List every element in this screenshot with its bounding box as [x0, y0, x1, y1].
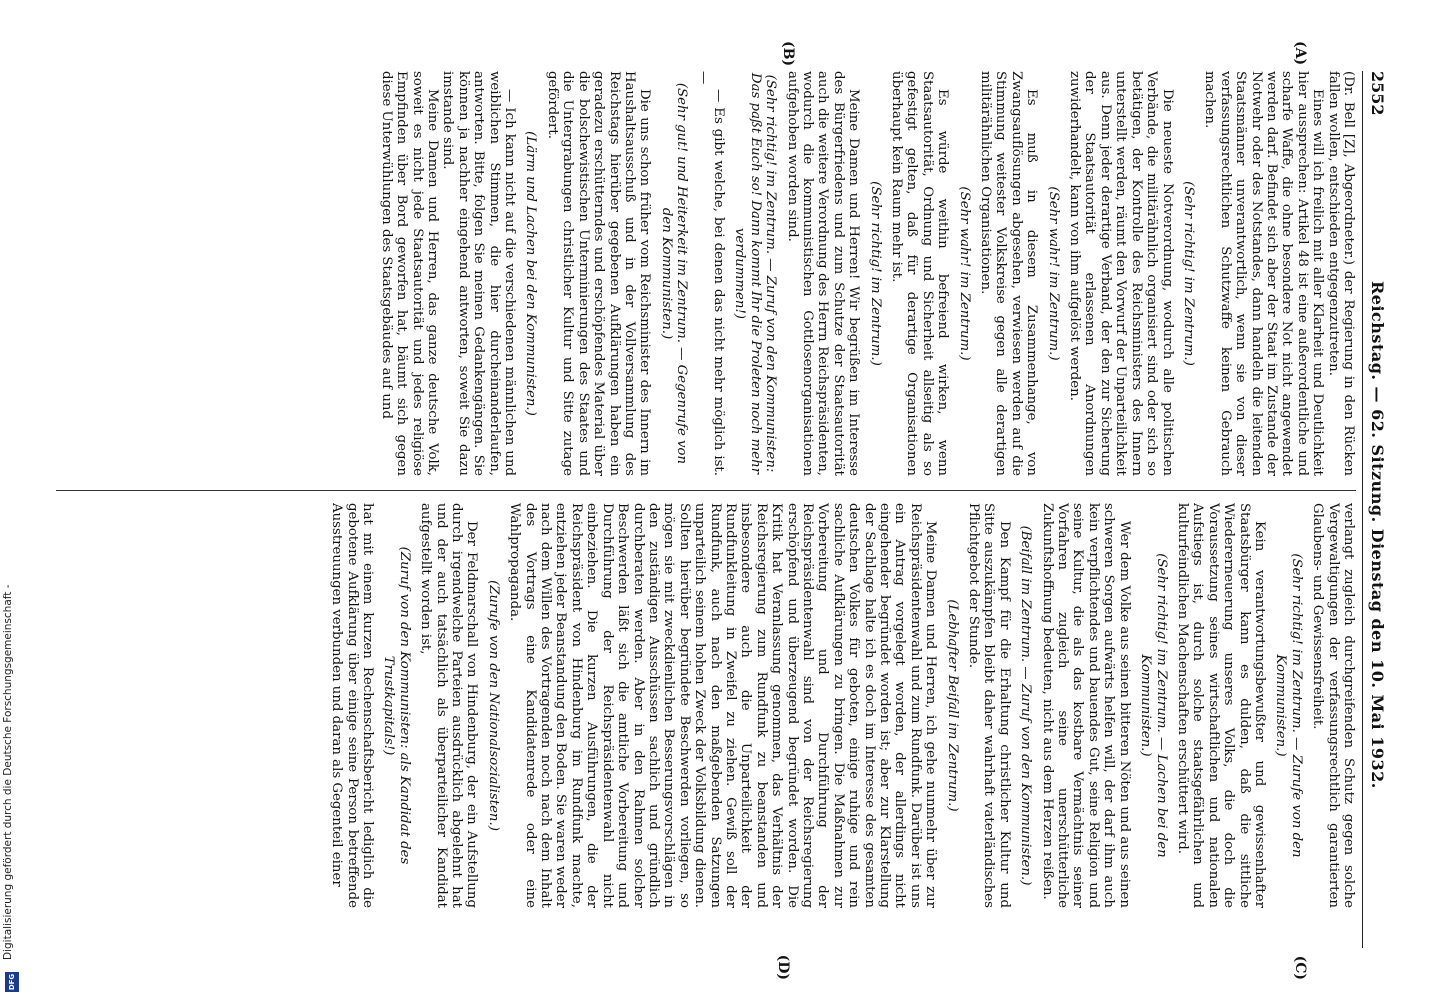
- dfg-credit-text: Digitalisierung gefördert durch die Deutsche Forschungsgemeinschaft -: [2, 584, 14, 960]
- paragraph: Wer dem Volke aus seinen bitteren Nöten und aus seinen schweren Sorgen aufwärts helfen will, der darf ihm auch kein verpflichtendes und bauendes Gut, seine Religion und seine Kultur, die als das kostbare Vermächtnis seiner Vorfahren zugleich seine unerschütterliche Zukunftshoffnung bedeuten, nicht aus dem Herzen reißen.: [1039, 502, 1132, 908]
- right-column: [56, 503, 1356, 908]
- paragraph: Der Feldmarschall von Hindenburg, der ein Aufstellung durch irgendwelche Parteien ausdrücklich abgelehnt hat und der auch tatsächlich als überparteilicher Kandidat aufgestellt worden ist,: [417, 502, 479, 908]
- paragraph: — Es gibt welche, bei denen das nicht mehr möglich ist. —: [695, 70, 726, 476]
- paragraph: — Ich kann nicht auf die verschiedenen männlichen und weiblichen Stimmen, die hier durcheinanderlaufen, antworten. Bitte, folgen Sie meinen Gedankengängen. Sie können ja nachher eingehend antworten, soweit Sie dazu imstande sind.: [439, 70, 517, 476]
- paragraph: verlangt zugleich durchgreifenden Schutz gegen solche Vergewaltigungen der verfassungsrechtlich garantierten Glaubens- und Gewissensfreiheit.: [1309, 502, 1356, 908]
- footer-credit: [2, 0, 20, 1000]
- margin-marker-b: (B): [779, 40, 796, 66]
- stage-direction: (Sehr richtig! im Zentrum. — Zuruf von den Kommunisten: Das paßt Euch so! Dann kommt Ihr die Proleten noch mehr verdummen!): [731, 72, 778, 474]
- paragraph: (Dr. Bell [Z], Abgeordneter.) der Regierung in den Rücken fallen wollen, entschieden entgegenzutreten.: [1325, 70, 1356, 476]
- stage-direction: (Sehr gut! und Heiterkeit im Zentrum. — Gegenrufe von den Kommunisten.): [658, 82, 689, 464]
- stage-direction: (Zurufe von den Nationalsozialisten.): [485, 579, 501, 831]
- left-column: [56, 71, 1356, 476]
- stage-direction: (Sehr richtig! im Zentrum.): [1180, 180, 1196, 366]
- column-divider: [56, 490, 1356, 491]
- paragraph: Den Kampf für die Erhaltung christlicher Kultur und Sitte auszukämpfen bleibt daher wahrhaft vaterländisches Pflichtgebot der Stunde.: [965, 502, 1012, 908]
- stage-direction: (Beifall im Zentrum. — Zuruf von den Kommunisten.): [1017, 525, 1033, 885]
- stage-direction: (Sehr richtig! im Zentrum.): [867, 180, 883, 366]
- page-header: [1362, 71, 1387, 948]
- paragraph: Meine Damen und Herren, ich gehe nunmehr über zur Reichspräsidentenwahl und zum Rundfunk. Darüber ist uns ein Antrag vorgelegt worden, der allerdings nicht eingehender begründet worden ist; aber zur Klarstellung der Sachlage halte ich es doch im Interesse des gesamten deutschen Volkes für geboten, einige ruhige und rein sachliche Aufklärungen zu bringen. Die Maßnahmen zur Vorbereitung und Durchführung der Reichspräsidentenwahl sind von der Reichsregierung erschöpfend und überzeugend begründet worden. Die Kritik hat Veranlassung genommen, das Verhältnis der Reichsregierung zum Rundfunk zu beanstanden und insbesondere auch die Unparteilichkeit der Rundfunkleitung in Zweifel zu ziehen. Gewiß soll der Rundfunk, auch nach den maßgebenden Satzungen unparteilich seinem hohen Zweck der Volksbildung dienen. Sollten hierüber begründete Beschwerden vorliegen, so mögen sie mit zweckdienlichen Besserungsvorschlägen in den zuständigen Ausschüssen sachlich und gründlich durchberaten werden. Aber in den Rahmen solcher Beschwerden läßt sich die amtliche Vorbereitung und Durchführung der Reichspräsidentenwahl nicht einbeziehen. Die kurzen Ausführungen, die der Reichspräsident von Hindenburg im Rundfunk machte, entziehen jeder Beanstandung den Boden. Sie waren weder nach dem Willen des Vortragenden noch nach dem Inhalt des Vortrags eine Kandidatenrede oder eine Wahlpropaganda.: [506, 502, 938, 908]
- paragraph: Meine Damen und Herren, das ganze deutsche Volk, soweit es nicht jede Staatsautorität und jedes religiöse Empfinden über Bord geworfen hat, bäumt sich gegen diese Unterwühlungen des Staatsgebäudes auf und: [378, 70, 440, 476]
- paragraph: Eines will ich freilich mit aller Klarheit und Deutlichkeit hier aussprechen: Artikel 48 ist eine außerordentliche und scharfe Waffe, die ohne besondere Not nicht angewendet werden darf. Befindet sich aber der Staat im Zustande der Notwehr oder des Notstandes, dann handeln die leitenden Staatsmänner unverantwortlich, wenn sie von dieser verfassungsrechtlichen Schutzwaffe keinen Gebrauch machen.: [1201, 70, 1325, 476]
- paragraph: hat mit einem kurzen Rechenschaftsbericht lediglich die gebotene Aufklärung über einige seine Person betreffende Ausstreuungen verbunden und daran als Gegenteil einer: [328, 502, 375, 908]
- margin-marker-c: (C): [1291, 955, 1308, 980]
- stage-direction: (Lärm und Lachen bei den Kommunisten.): [523, 130, 538, 416]
- rotated-page: [30, 13, 1405, 988]
- paragraph: Meine Damen und Herren! Wir begrüßen im Interesse des Bürgerfriedens und zum Schutze der Staatsautorität auch die weitere Verordnung des Herrn Reichspräsidenten, wodurch die kommunistischen Gottlosenorganisationen aufgehoben worden sind.: [784, 70, 861, 476]
- paragraph: Es würde weithin befreiend wirken, wenn Staatsautorität, Ordnung und Sicherheit allseitig als so gefestigt gelten, daß für derartige Organisationen überhaupt kein Raum mehr ist.: [888, 70, 950, 476]
- running-title: Reichstag. — 62. Sitzung. Dienstag den 10. Mai 1932.: [1367, 280, 1387, 789]
- stage-direction: (Sehr wahr! im Zentrum.): [1045, 185, 1061, 361]
- page-number: 2552: [1367, 70, 1387, 116]
- paragraph: Kein verantwortungsbewußter und gewissenhafter Staatsbürger kann es dulden, daß die sittliche Wiedererneuerung unseres Volks, die doch die Voraussetzung seines wirtschaftlichen und nationalen Aufstiegs ist, durch solche staatsgefährlichen und kulturfeindlichen Machenschaften erschüttert wird.: [1174, 502, 1267, 908]
- paragraph: Die uns schon früher vom Reichsminister des Innern im Haushaltsausschuß und in der Vollversammlung des Reichstags hierüber gegebenen Aufklärungen haben ein geradezu erschütterndes und erschöpfendes Material über die bolschewistischen Unterminierungen des Staates und die Untergrabungen christlicher Kultur und Sitte zutage gefördert.: [544, 70, 652, 476]
- stage-direction: (Sehr wahr! im Zentrum.): [956, 185, 972, 361]
- dfg-logo-text: DFG: [8, 973, 16, 991]
- dfg-logo-icon: [5, 972, 19, 992]
- stage-direction: (Zuruf von den Kommunisten: als Kandidat des Trustkapitals!): [380, 546, 412, 864]
- stage-direction: (Lebhafter Beifall im Zentrum.): [944, 598, 960, 812]
- paragraph: Die neueste Notverordnung, wodurch alle politischen Verbände, die militärähnlich organisiert sind oder sich so betätigen, der Kontrolle des Reichsministers des Innern unterstellt werden, räumt den Vorwurf der Unparteilichkeit aus. Denn jeder derartige Verband, der den zur Sicherung der Staatsautorität erlassenen Anordnungen zuwiderhandelt, kann von ihm aufgelöst werden.: [1066, 70, 1175, 476]
- margin-marker-a: (A): [1291, 40, 1308, 65]
- text-columns: [56, 40, 1356, 980]
- stage-direction: (Sehr richtig! im Zentrum. — Zurufe von den Kommunisten.): [1272, 552, 1304, 858]
- margin-marker-d: (D): [774, 954, 791, 980]
- stage-direction: (Sehr richtig! im Zentrum. — Lachen bei den Kommunisten.): [1137, 552, 1169, 858]
- paragraph: Es muß in diesem Zusammenhange, von Zwangsauflösungen abgesehen, verwiesen werden auf die Stimmung weitester Volkskreise gegen alle derartigen militärähnlichen Organisationen.: [977, 70, 1039, 476]
